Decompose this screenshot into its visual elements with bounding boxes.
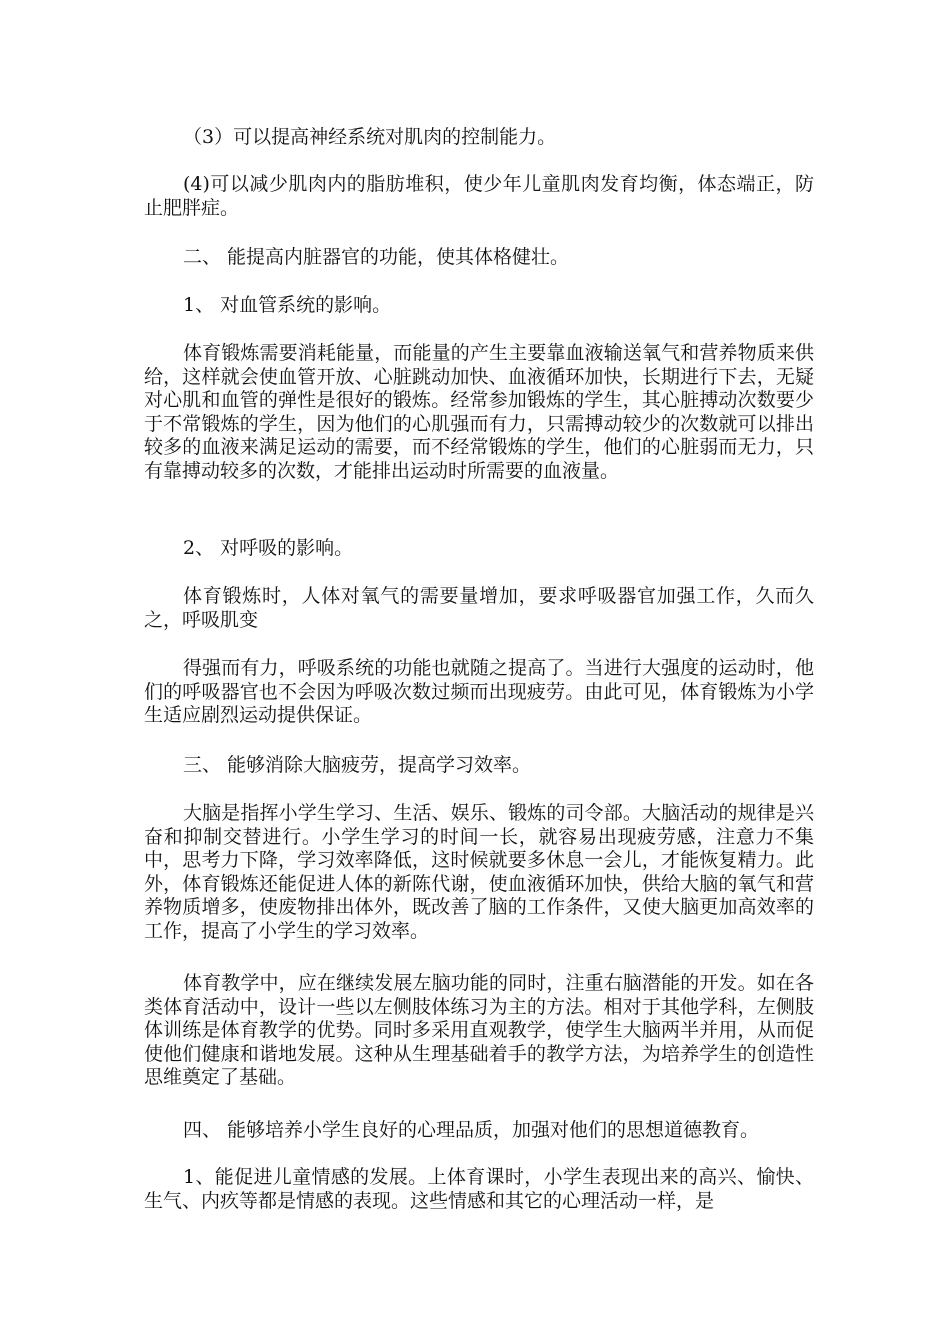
heading-respiration: 2、 对呼吸的影响。	[183, 537, 354, 559]
heading-section-three: 三、 能够消除大脑疲劳，提高学习效率。	[183, 754, 532, 776]
paragraph-nervous-system: （3）可以提高神经系统对肌肉的控制能力。	[183, 126, 557, 148]
paragraph-vascular-effects: 体育锻炼需要消耗能量，而能量的产生主要靠血液输送氧气和营养物质来供给，这样就会使血管开放、心脏跳动加快、血液循环加快，长期进行下去，无疑对心肌和血管的弹性是很好的锻炼。经常参加锻炼的学生，其心脏搏动次数要少于不常锻炼的学生，因为他们的心肌强而有力，只需搏动较少的次数就可以排出较多的血液来满足运动的需要，而不经常锻炼的学生，他们的心脏弱而无力，只有靠搏动较多的次数，才能排出运动时所需要的血液量。	[144, 342, 814, 482]
paragraph-fat-reduction: (4)可以减少肌肉内的脂肪堆积，使少年儿童肌肉发育均衡，体态端正，防止肥胖症。	[144, 173, 814, 219]
heading-section-four: 四、 能够培养小学生良好的心理品质，加强对他们的思想道德教育。	[183, 1119, 760, 1141]
heading-vascular-system: 1、 对血管系统的影响。	[183, 294, 392, 316]
paragraph-brain-fatigue: 大脑是指挥小学生学习、生活、娱乐、锻炼的司令部。大脑活动的规律是兴奋和抑制交替进行。小学生学习的时间一长，就容易出现疲劳感，注意力不集中，思考力下降，学习效率降低，这时候就要多休息一会儿，才能恢复精力。此外，体育锻炼还能促进人体的新陈代谢，使血液循环加快，供给大脑的氧气和营养物质增多，使废物排出体外，既改善了脑的工作条件，又使大脑更加高效率的工作，提高了小学生的学习效率。	[144, 802, 814, 942]
paragraph-right-brain: 体育教学中，应在继续发展左脑功能的同时，注重右脑潜能的开发。如在各类体育活动中，设计一些以左侧肢体练习为主的方法。相对于其他学科，左侧肢体训练是体育教学的优势。同时多采用直观教学，使学生大脑两半并用，从而促使他们健康和谐地发展。这种从生理基础着手的教学方法，为培养学生的创造性思维奠定了基础。	[144, 972, 814, 1088]
paragraph-respiration-part2: 得强而有力，呼吸系统的功能也就随之提高了。当进行大强度的运动时，他们的呼吸器官也不会因为呼吸次数过频而出现疲劳。由此可见，体育锻炼为小学生适应剧烈运动提供保证。	[144, 657, 814, 726]
heading-section-two: 二、 能提高内脏器官的功能，使其体格健壮。	[183, 246, 570, 268]
paragraph-emotion-development: 1、能促进儿童情感的发展。上体育课时，小学生表现出来的高兴、愉快、生气、内疚等都是情感的表现。这些情感和其它的心理活动一样，是	[144, 1166, 814, 1212]
paragraph-respiration-part1: 体育锻炼时，人体对氧气的需要量增加，要求呼吸器官加强工作，久而久之，呼吸肌变	[144, 585, 814, 631]
